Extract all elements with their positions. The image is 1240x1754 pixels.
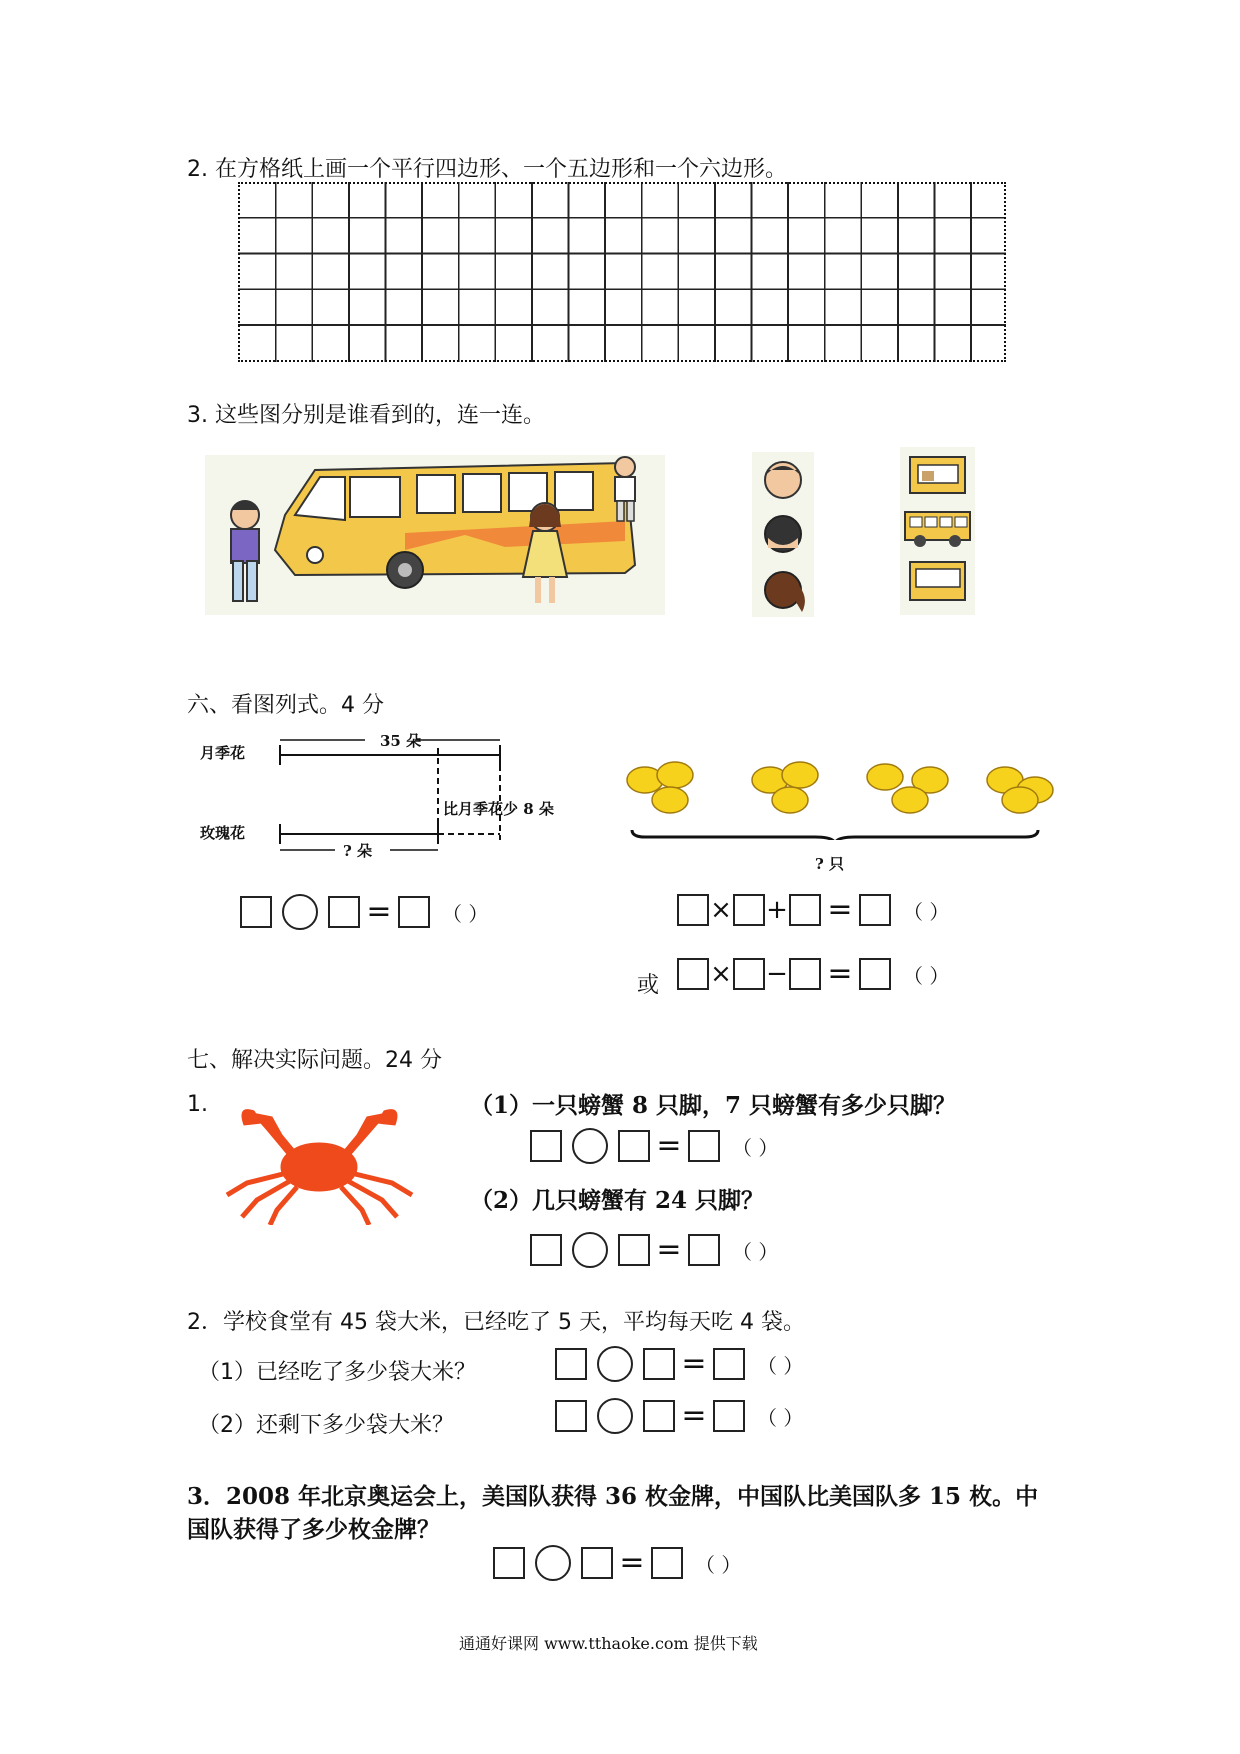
or-label: 或 xyxy=(637,973,660,998)
question-text: 这些图分别是谁看到的，连一连。 xyxy=(215,403,546,428)
equals-sign: = xyxy=(681,1346,707,1381)
unit-paren[interactable]: （ ） xyxy=(903,963,950,988)
bus-scene-illustration xyxy=(205,455,665,615)
multiply-sign: × xyxy=(710,895,732,925)
multiply-sign: × xyxy=(710,959,732,989)
answer-box[interactable] xyxy=(643,1400,675,1432)
equals-sign: = xyxy=(366,894,392,929)
question-3 xyxy=(187,398,545,429)
chicks-total-label: ? 只 xyxy=(815,855,845,873)
bus-views-illustration xyxy=(900,447,975,615)
operator-circle[interactable] xyxy=(597,1346,633,1382)
answer-box[interactable] xyxy=(581,1547,613,1579)
answer-box[interactable] xyxy=(859,958,891,990)
crab-icon xyxy=(222,1105,417,1225)
equals-sign: = xyxy=(656,1128,682,1163)
flower-equation xyxy=(240,894,488,930)
unit-paren[interactable]: （ ） xyxy=(757,1353,804,1378)
problem-1-sub2: （2）几只螃蟹有 24 只脚？ xyxy=(470,1187,765,1214)
question-number: 2. xyxy=(187,157,208,182)
answer-box[interactable] xyxy=(555,1400,587,1432)
equals-sign: = xyxy=(827,956,853,991)
rice-equation-2 xyxy=(555,1398,803,1434)
unit-paren[interactable]: （ ） xyxy=(732,1239,779,1264)
chick-equation-plus xyxy=(677,894,949,926)
operator-circle[interactable] xyxy=(535,1545,571,1581)
operator-circle[interactable] xyxy=(597,1398,633,1434)
answer-box[interactable] xyxy=(789,894,821,926)
answer-box[interactable] xyxy=(618,1130,650,1162)
answer-box[interactable] xyxy=(733,958,765,990)
operator-circle[interactable] xyxy=(572,1232,608,1268)
operator-circle[interactable] xyxy=(572,1128,608,1164)
problem-2-sub1: （1）已经吃了多少袋大米？ xyxy=(198,1360,476,1385)
problem-3-line1: 3．2008 年北京奥运会上，美国队获得 36 枚金牌，中国队比美国队多 15 枚。中 xyxy=(187,1483,1039,1510)
unit-paren[interactable]: （ ） xyxy=(732,1135,779,1160)
problem-1-number: 1. xyxy=(187,1092,208,1117)
crab-equation-1 xyxy=(530,1128,778,1164)
unit-paren[interactable]: （ ） xyxy=(442,901,489,926)
footer-text: 通通好课网 www.tthaoke.com 提供下载 xyxy=(459,1634,758,1653)
rose-label-2: 玫瑰花 xyxy=(200,824,246,842)
unit-paren[interactable]: （ ） xyxy=(695,1552,742,1577)
medal-equation xyxy=(493,1545,741,1581)
answer-box[interactable] xyxy=(530,1234,562,1266)
problem-2-text: 2．学校食堂有 45 袋大米，已经吃了 5 天，平均每天吃 4 袋。 xyxy=(187,1310,805,1335)
operator-circle[interactable] xyxy=(282,894,318,930)
answer-box[interactable] xyxy=(240,896,272,928)
question-2 xyxy=(187,152,787,183)
question-text: 在方格纸上画一个平行四边形、一个五边形和一个六边形。 xyxy=(215,157,788,182)
children-heads-illustration xyxy=(752,452,814,617)
answer-box[interactable] xyxy=(555,1348,587,1380)
unit-paren[interactable]: （ ） xyxy=(757,1405,804,1430)
drawing-grid[interactable] xyxy=(238,182,1006,362)
rose-label: 月季花 xyxy=(200,744,246,762)
answer-box[interactable] xyxy=(677,958,709,990)
question-number: 3. xyxy=(187,403,208,428)
crab-equation-2 xyxy=(530,1232,778,1268)
section-7-title: 七、解决实际问题。24 分 xyxy=(187,1048,442,1073)
flower-line-diagram xyxy=(185,730,585,870)
answer-box[interactable] xyxy=(328,896,360,928)
equals-sign: = xyxy=(827,892,853,927)
answer-box[interactable] xyxy=(530,1130,562,1162)
answer-box[interactable] xyxy=(713,1348,745,1380)
answer-box[interactable] xyxy=(398,896,430,928)
minus-sign: − xyxy=(766,959,788,989)
rice-equation-1 xyxy=(555,1346,803,1382)
answer-box[interactable] xyxy=(733,894,765,926)
top-count-label: 35 朵 xyxy=(380,732,422,750)
problem-2-sub2: （2）还剩下多少袋大米？ xyxy=(198,1413,454,1438)
bottom-count-label: ? 朵 xyxy=(343,842,373,860)
equals-sign: = xyxy=(656,1232,682,1267)
problem-1-sub1: （1）一只螃蟹 8 只脚，7 只螃蟹有多少只脚？ xyxy=(470,1092,957,1119)
difference-label: 比月季花少 8 朵 xyxy=(443,800,554,818)
answer-box[interactable] xyxy=(713,1400,745,1432)
answer-box[interactable] xyxy=(643,1348,675,1380)
equals-sign: = xyxy=(681,1398,707,1433)
answer-box[interactable] xyxy=(688,1130,720,1162)
answer-box[interactable] xyxy=(618,1234,650,1266)
equals-sign: = xyxy=(619,1545,645,1580)
answer-box[interactable] xyxy=(651,1547,683,1579)
problem-3-line2: 国队获得了多少枚金牌？ xyxy=(187,1516,440,1543)
chicks-illustration xyxy=(615,745,1055,840)
answer-box[interactable] xyxy=(789,958,821,990)
section-6-title: 六、看图列式。4 分 xyxy=(187,693,384,718)
answer-box[interactable] xyxy=(859,894,891,926)
chick-equation-minus xyxy=(677,958,949,990)
answer-box[interactable] xyxy=(688,1234,720,1266)
answer-box[interactable] xyxy=(493,1547,525,1579)
answer-box[interactable] xyxy=(677,894,709,926)
plus-sign: + xyxy=(766,895,788,925)
unit-paren[interactable]: （ ） xyxy=(903,899,950,924)
